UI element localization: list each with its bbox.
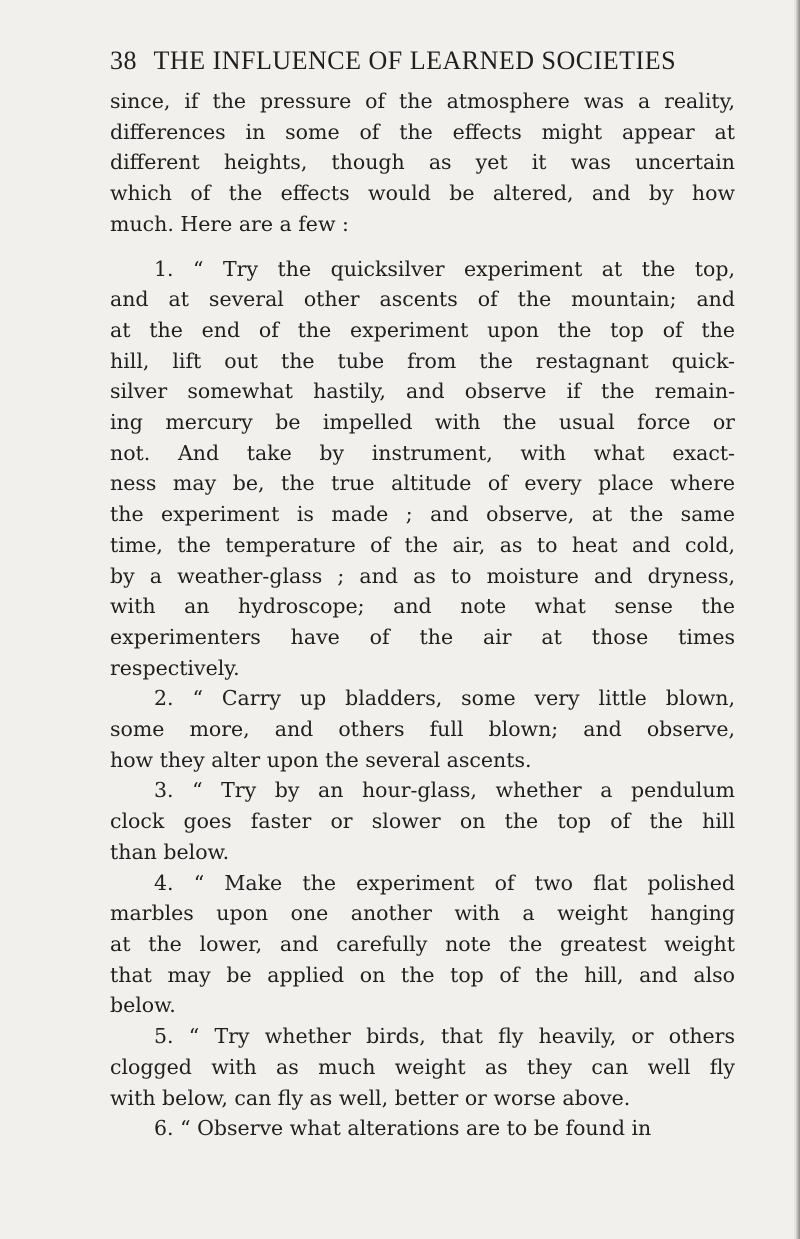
- text-line: 2. “ Carry up bladders, some very little blown,: [154, 686, 735, 711]
- text-line: by a weather-glass ; and as to moisture and dryness,: [110, 563, 735, 588]
- text-line: that may be applied on the top of the hill, and also: [110, 962, 735, 987]
- text-line: ness may be, the true altitude of every place where: [110, 471, 735, 496]
- text-line: since, if the pressure of the atmosphere was a reality,: [110, 89, 735, 113]
- text-line: differences in some of the effects might appear at: [110, 119, 735, 144]
- text-line: at the end of the experiment upon the top of the: [110, 317, 735, 342]
- paragraph-gap: [110, 240, 735, 254]
- text-line: marbles upon one another with a weight hanging: [110, 901, 735, 926]
- text-line: and at several other ascents of the mountain; and: [110, 287, 735, 312]
- text-line: different heights, though as yet it was uncertain: [110, 150, 735, 175]
- numbered-paragraph: [110, 775, 735, 867]
- text-line: which of the effects would be altered, and by how: [110, 181, 735, 206]
- text-line: clock goes faster or slower on the top of the hill: [110, 809, 735, 834]
- numbered-paragraph: [110, 254, 735, 684]
- text-line: ing mercury be impelled with the usual force or: [110, 410, 735, 435]
- text-line: respectively.: [110, 655, 240, 680]
- text-line: experimenters have of the air at those times: [110, 624, 735, 649]
- text-line: silver somewhat hastily, and observe if the remain-: [110, 379, 735, 404]
- page-edge: [796, 0, 800, 1239]
- numbered-paragraph: [110, 868, 735, 1022]
- text-line: the experiment is made ; and observe, at the same: [110, 502, 735, 527]
- body-text: [110, 86, 735, 1144]
- text-line: time, the temperature of the air, as to heat and cold,: [110, 532, 735, 557]
- text-line: 6. “ Observe what alterations are to be found in: [154, 1116, 652, 1141]
- text-line: below.: [110, 993, 176, 1018]
- text-line: hill, lift out the tube from the restagnant quick-: [110, 348, 735, 373]
- text-line: not. And take by instrument, with what exact-: [110, 440, 735, 465]
- text-line: how they alter upon the several ascents.: [110, 747, 532, 772]
- text-line: much. Here are a few :: [110, 211, 349, 236]
- numbered-paragraph: [110, 1113, 735, 1144]
- text-line: than below.: [110, 839, 230, 864]
- running-header: [110, 46, 730, 76]
- numbered-paragraph: [110, 683, 735, 775]
- text-line: 1. “ Try the quicksilver experiment at the top,: [154, 256, 735, 281]
- text-line: 3. “ Try by an hour-glass, whether a pendulum: [154, 778, 735, 803]
- page-number: 38: [110, 46, 137, 75]
- text-line: 4. “ Make the experiment of two flat polished: [154, 870, 735, 895]
- text-line: at the lower, and carefully note the greatest weight: [110, 931, 735, 956]
- text-line: some more, and others full blown; and observe,: [110, 717, 735, 742]
- text-line: with an hydroscope; and note what sense the: [110, 594, 735, 619]
- text-line: 5. “ Try whether birds, that fly heavily, or others: [154, 1024, 735, 1049]
- intro-paragraph: [110, 86, 735, 240]
- text-line: clogged with as much weight as they can well fly: [110, 1054, 735, 1079]
- text-line: with below, can fly as well, better or worse above.: [110, 1085, 631, 1110]
- numbered-paragraph: [110, 1021, 735, 1113]
- running-title: THE INFLUENCE OF LEARNED SOCIETIES: [153, 46, 677, 75]
